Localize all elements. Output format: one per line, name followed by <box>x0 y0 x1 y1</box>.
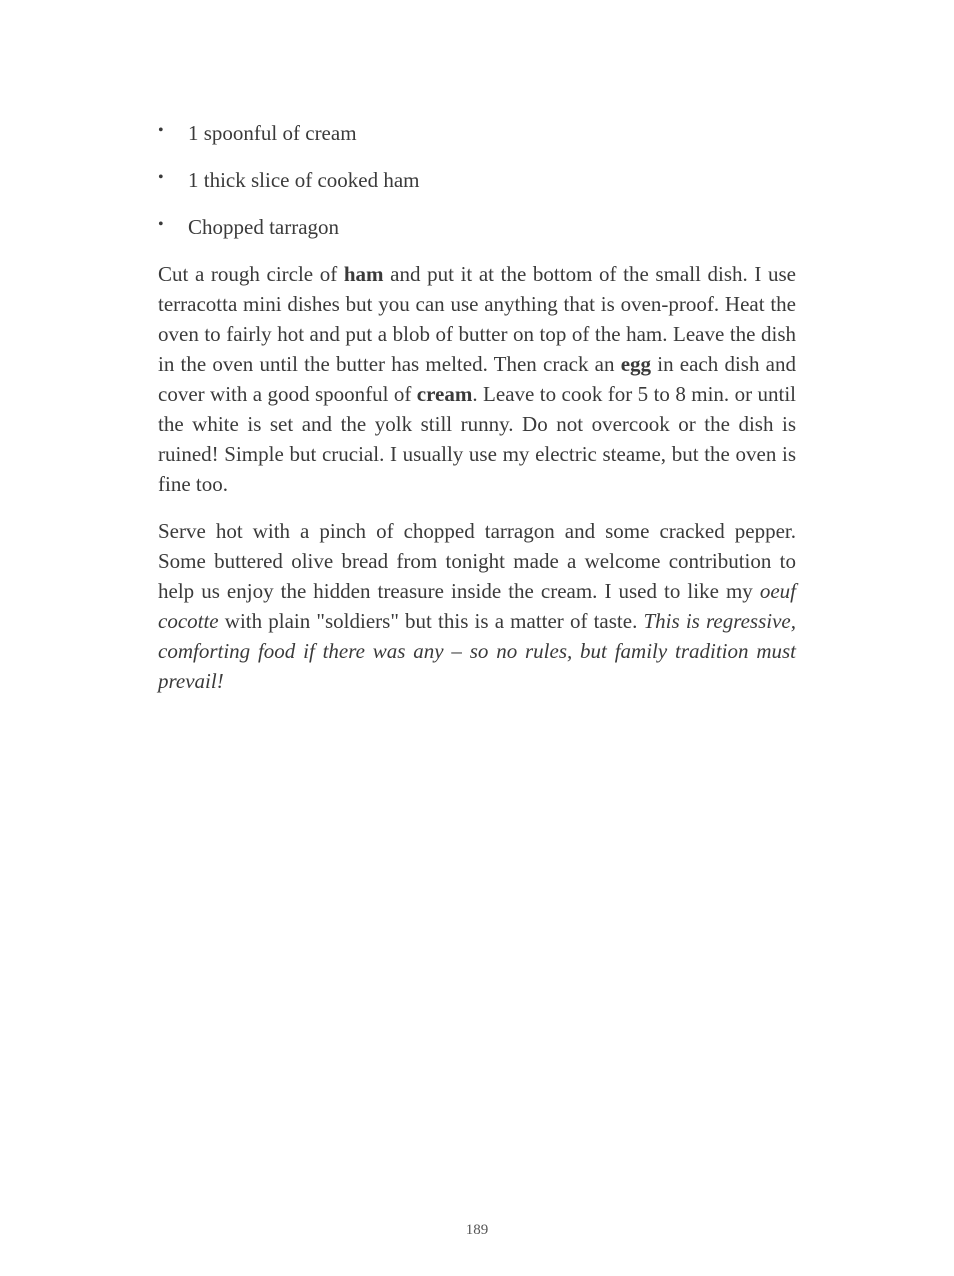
italic-sentence: This is regressive, comforting food if there was any – so no rules, but family tradition must prevail! <box>158 609 796 693</box>
bullet-icon: • <box>158 169 164 186</box>
ingredient-text: 1 thick slice of cooked ham <box>188 168 420 192</box>
bullet-icon: • <box>158 122 164 139</box>
bold-term: egg <box>620 352 652 376</box>
ingredient-text: Chopped tarragon <box>188 215 340 239</box>
list-item <box>158 212 796 242</box>
text-run: in each dish and cover with a good spoonful of <box>158 352 796 406</box>
list-item <box>158 165 796 195</box>
text-run: Cut a rough circle of <box>158 262 344 286</box>
bold-term: ham <box>343 262 384 286</box>
serving-paragraph <box>158 516 796 696</box>
text-run: . Leave to cook for 5 to 8 min. or until the white is set and the yolk still runny. Do not overcook or the dish is ruined! Simple but crucial. I usually use my electric steame, but the oven is fine too. <box>158 382 796 496</box>
list-item <box>158 118 796 148</box>
italic-term: oeuf cocotte <box>158 579 796 633</box>
text-run: and put it at the bottom of the small dish. I use terracotta mini dishes but you can use anything that is oven-proof. Heat the oven to fairly hot and put a blob of butter on top of the ham. Leave the dish in the oven until the butter has melted. Then crack an <box>158 262 797 376</box>
ingredient-list <box>158 118 796 242</box>
method-paragraph <box>158 259 796 499</box>
bullet-icon: • <box>158 216 164 233</box>
page-content <box>158 118 796 713</box>
page-number: 189 <box>465 1222 489 1238</box>
bold-term: cream <box>416 382 473 406</box>
ingredient-text: 1 spoonful of cream <box>188 121 357 145</box>
text-run: Serve hot with a pinch of chopped tarragon and some cracked pepper. Some buttered olive bread from tonight made a welcome contribution to help us enjoy the hidden treasure inside the cream. I used to like my <box>158 519 796 603</box>
text-run: with plain "soldiers" but this is a matter of taste. <box>218 609 644 633</box>
